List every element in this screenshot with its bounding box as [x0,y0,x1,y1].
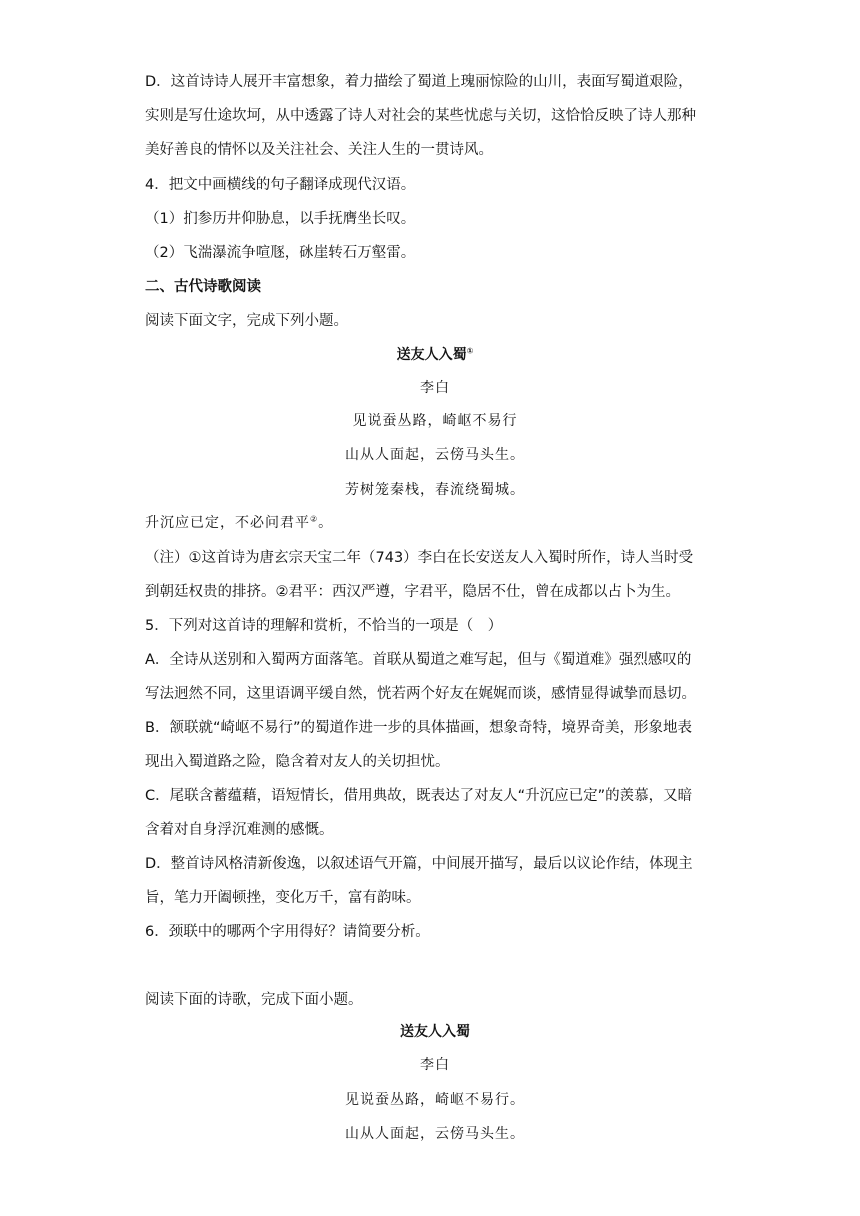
poem-title [145,345,725,365]
poem-line: 见说蚕丛路，崎岖不易行。 [345,1092,525,1108]
poem-author: 李白 [420,380,450,396]
annotation-line: 到朝廷权贵的排挤。②君平：西汉严遵，字君平，隐居不仕，曾在成都以占卜为生。 [145,584,680,600]
poem-line-text: 升沉应已定，不必问君平 [145,515,310,531]
option-a-line: A．全诗从送别和入蜀两方面落笔。首联从蜀道之难写起，但与《蜀道难》强烈感叹的 [145,652,692,668]
option-b-line: 现出入蜀道路之险，隐含着对友人的关切担忧。 [145,754,450,770]
footnote-marker: ② [310,514,319,524]
footnote-marker: ① [466,346,474,356]
poem-line: 山从人面起，云傍马头生。 [345,447,525,463]
poem-title: 送友人入蜀 [400,1024,470,1040]
question-5-stem: 5．下列对这首诗的理解和赏析，不恰当的一项是（ ） [145,618,503,634]
poem-line: 见说蚕丛路，崎岖不易行 [352,413,518,429]
question-4-stem: 4．把文中画横线的句子翻译成现代汉语。 [145,177,416,193]
poem-line-end: 。 [318,515,334,531]
option-d-line: D．整首诗风格清新俊逸，以叙述语气开篇，中间展开描写，最后以议论作结，体现主 [145,856,693,872]
question-4-sentence-1: （1）扪参历井仰胁息，以手抚膺坐长叹。 [145,211,416,227]
poem-line: 芳树笼秦栈，春流绕蜀城。 [345,482,525,498]
reading-instruction: 阅读下面文字，完成下列小题。 [145,313,348,329]
poem-author: 李白 [420,1057,450,1073]
option-d-line: 实则是写仕途坎坷，从中透露了诗人对社会的某些忧虑与关切，这恰恰反映了诗人那种 [145,108,696,124]
option-d-line: 旨，笔力开阖顿挫，变化万千，富有韵味。 [145,890,421,906]
section-heading: 二、古代诗歌阅读 [145,279,261,295]
question-6-stem: 6．颈联中的哪两个字用得好？请简要分析。 [145,924,430,940]
option-a-line: 写法迥然不同，这里语调平缓自然，恍若两个好友在娓娓而谈，感情显得诚挚而恳切。 [145,686,696,702]
annotation-line: （注）①这首诗为唐玄宗天宝二年（743）李白在长安送友人入蜀时所作，诗人当时受 [145,550,694,566]
option-c-line: C．尾联含蓄蕴藉，语短情长，借用典故，既表达了对友人“升沉应已定”的羡慕，又暗 [145,788,693,804]
poem-title-text: 送友人入蜀 [396,347,467,363]
option-d-line: 美好善良的情怀以及关注社会、关注人生的一贯诗风。 [145,142,493,158]
option-c-line: 含着对自身浮沉难测的感慨。 [145,822,334,838]
option-b-line: B．颔联就“崎岖不易行”的蜀道作进一步的具体描画，想象奇特，境界奇美，形象地表 [145,720,692,736]
poem-line: 山从人面起，云傍马头生。 [345,1126,525,1142]
poem-line [145,513,725,533]
reading-instruction: 阅读下面的诗歌，完成下面小题。 [145,992,363,1008]
option-d-line: D．这首诗诗人展开丰富想象，着力描绘了蜀道上瑰丽惊险的山川，表面写蜀道艰险， [145,74,693,90]
question-4-sentence-2: （2）飞湍瀑流争喧豗，砯崖转石万壑雷。 [145,245,416,261]
